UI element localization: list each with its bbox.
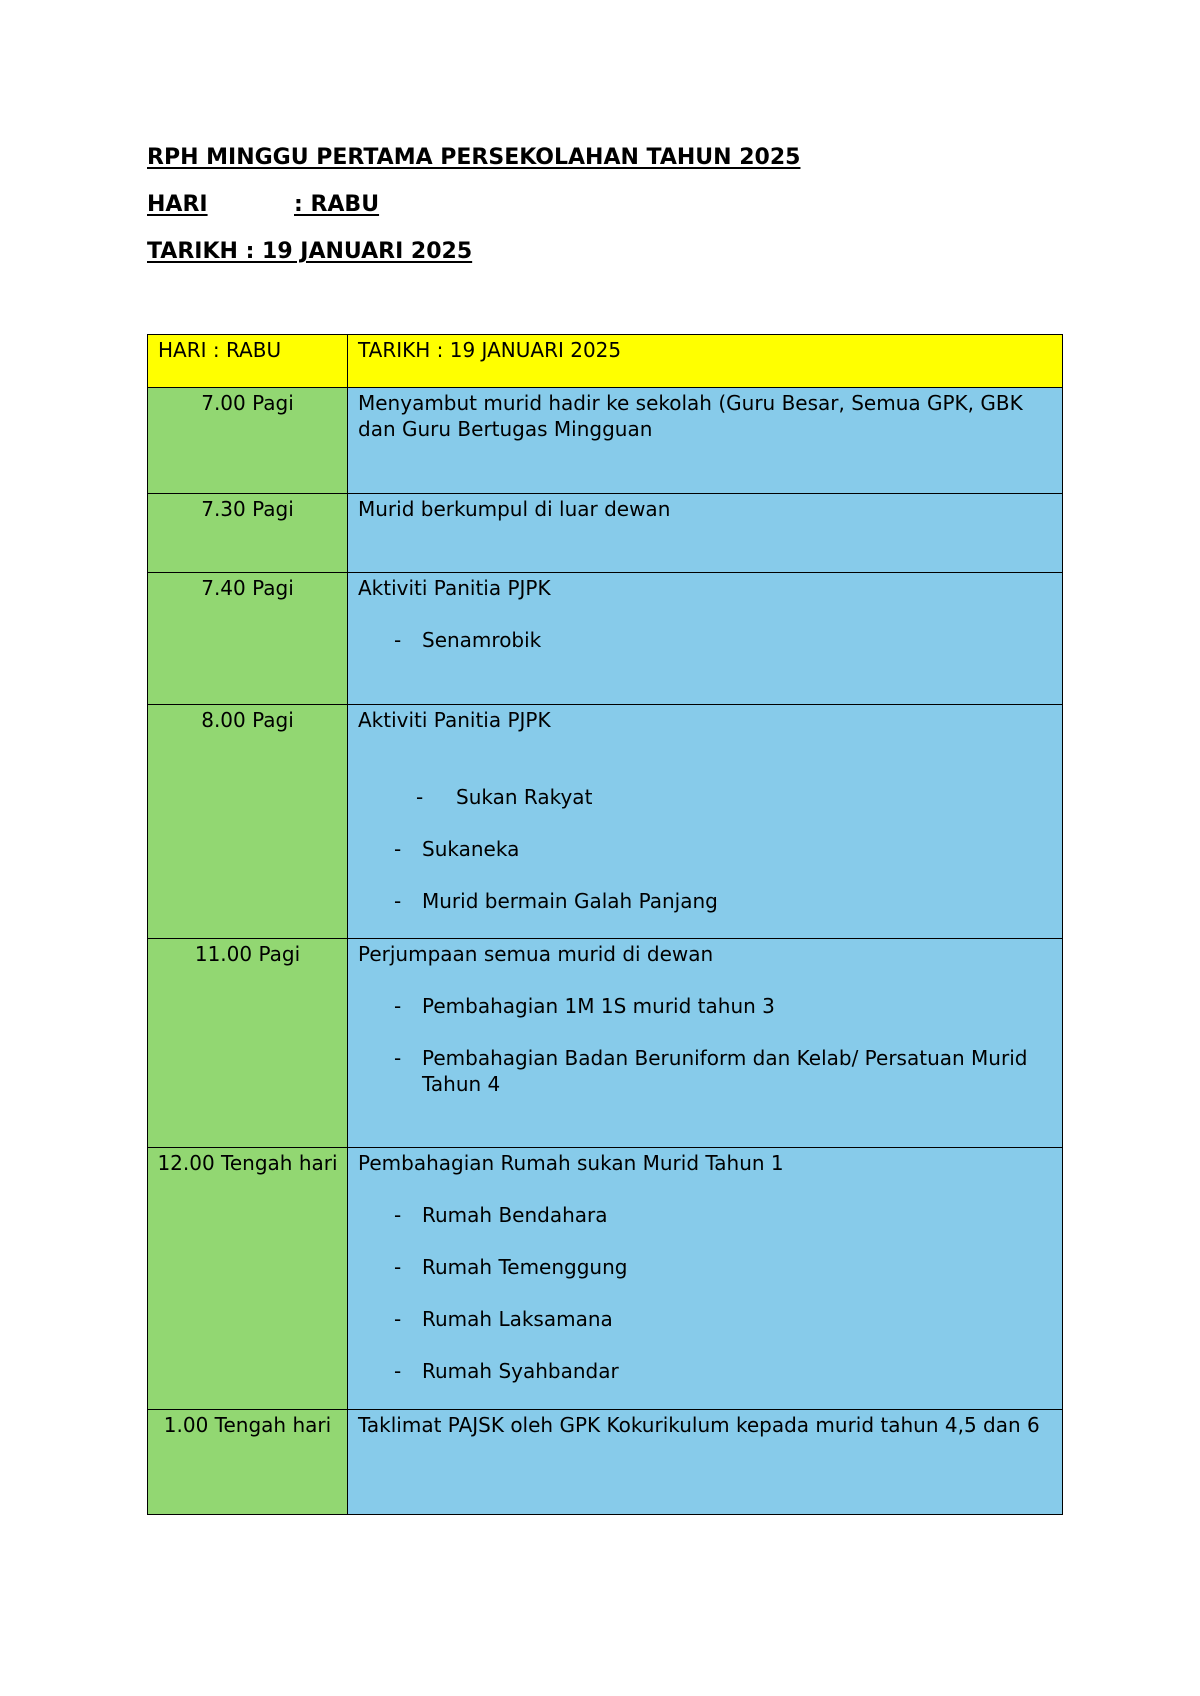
list-item-text: Rumah Syahbandar (422, 1359, 619, 1383)
list-item (348, 1202, 1062, 1228)
time-cell (148, 388, 348, 494)
table-row (148, 939, 1063, 1148)
day-label: HARI (147, 192, 208, 217)
list-item (348, 1045, 1062, 1097)
header-day-cell (148, 335, 348, 388)
activity-text: Perjumpaan semua murid di dewan (358, 942, 714, 966)
day-value: : RABU (294, 192, 380, 217)
activity-cell (348, 573, 1063, 705)
activity-text: Aktiviti Panitia PJPK (358, 576, 551, 600)
time-cell (148, 705, 348, 939)
list-item-text: Senamrobik (422, 628, 542, 652)
time-text: 7.30 Pagi (201, 497, 294, 521)
table-row (148, 1410, 1063, 1515)
header-date-cell (348, 335, 1063, 388)
activity-list (348, 1202, 1062, 1384)
bullet-marker: - (416, 785, 424, 809)
activity-list (348, 627, 1062, 653)
header-date-text: TARIKH : 19 JANUARI 2025 (358, 338, 622, 362)
list-item-text: Sukan Rakyat (456, 785, 593, 809)
document-heading (147, 144, 800, 285)
activity-cell (348, 1148, 1063, 1410)
list-item-text: Sukaneka (422, 837, 520, 861)
table-row (148, 494, 1063, 573)
time-cell (148, 1410, 348, 1515)
list-item-text: Rumah Bendahara (422, 1203, 608, 1227)
activity-text: Taklimat PAJSK oleh GPK Kokurikulum kepada murid tahun 4,5 dan 6 (358, 1413, 1040, 1437)
activity-text: Menyambut murid hadir ke sekolah (Guru Besar, Semua GPK, GBK dan Guru Bertugas Mingguan (358, 391, 1023, 441)
bullet-marker: - (394, 1359, 402, 1383)
time-cell (148, 1148, 348, 1410)
bullet-marker: - (394, 994, 402, 1018)
bullet-marker: - (394, 1255, 402, 1279)
time-cell (148, 494, 348, 573)
table-row (148, 705, 1063, 939)
time-text: 12.00 Tengah hari (157, 1151, 338, 1175)
list-item-text: Rumah Laksamana (422, 1307, 613, 1331)
bullet-marker: - (394, 889, 402, 913)
list-item (348, 784, 1062, 810)
activity-cell (348, 939, 1063, 1148)
activity-text: Aktiviti Panitia PJPK (358, 708, 551, 732)
header-day-text: HARI : RABU (158, 338, 282, 362)
activity-list (348, 993, 1062, 1097)
list-item-text: Murid bermain Galah Panjang (422, 889, 718, 913)
table-header-row (148, 335, 1063, 388)
table-row (148, 1148, 1063, 1410)
time-cell (148, 939, 348, 1148)
list-item (348, 1358, 1062, 1384)
time-text: 11.00 Pagi (194, 942, 301, 966)
time-cell (148, 573, 348, 705)
time-text: 7.40 Pagi (201, 576, 294, 600)
bullet-marker: - (394, 837, 402, 861)
list-item-text: Pembahagian 1M 1S murid tahun 3 (422, 994, 775, 1018)
table-row (148, 573, 1063, 705)
list-item (348, 1306, 1062, 1332)
list-item (348, 888, 1062, 914)
activity-text: Pembahagian Rumah sukan Murid Tahun 1 (358, 1151, 784, 1175)
schedule-table (147, 334, 1063, 1515)
day-line (147, 191, 800, 219)
bullet-marker: - (394, 1046, 402, 1070)
list-item (348, 627, 1062, 653)
list-item (348, 836, 1062, 862)
time-text: 1.00 Tengah hari (163, 1413, 332, 1437)
activity-text: Murid berkumpul di luar dewan (358, 497, 671, 521)
table-row (148, 388, 1063, 494)
bullet-marker: - (394, 1307, 402, 1331)
document-title: RPH MINGGU PERTAMA PERSEKOLAHAN TAHUN 2025 (147, 145, 801, 170)
bullet-marker: - (394, 1203, 402, 1227)
list-item-text: Rumah Temenggung (422, 1255, 628, 1279)
activity-cell (348, 388, 1063, 494)
list-item-text: Pembahagian Badan Beruniform dan Kelab/ Persatuan Murid Tahun 4 (422, 1046, 1028, 1096)
activity-cell (348, 494, 1063, 573)
activity-cell (348, 1410, 1063, 1515)
activity-list (348, 784, 1062, 914)
list-item (348, 993, 1062, 1019)
time-text: 8.00 Pagi (201, 708, 294, 732)
time-text: 7.00 Pagi (201, 391, 294, 415)
activity-cell (348, 705, 1063, 939)
list-item (348, 1254, 1062, 1280)
date-line: TARIKH : 19 JANUARI 2025 (147, 239, 473, 264)
bullet-marker: - (394, 628, 402, 652)
